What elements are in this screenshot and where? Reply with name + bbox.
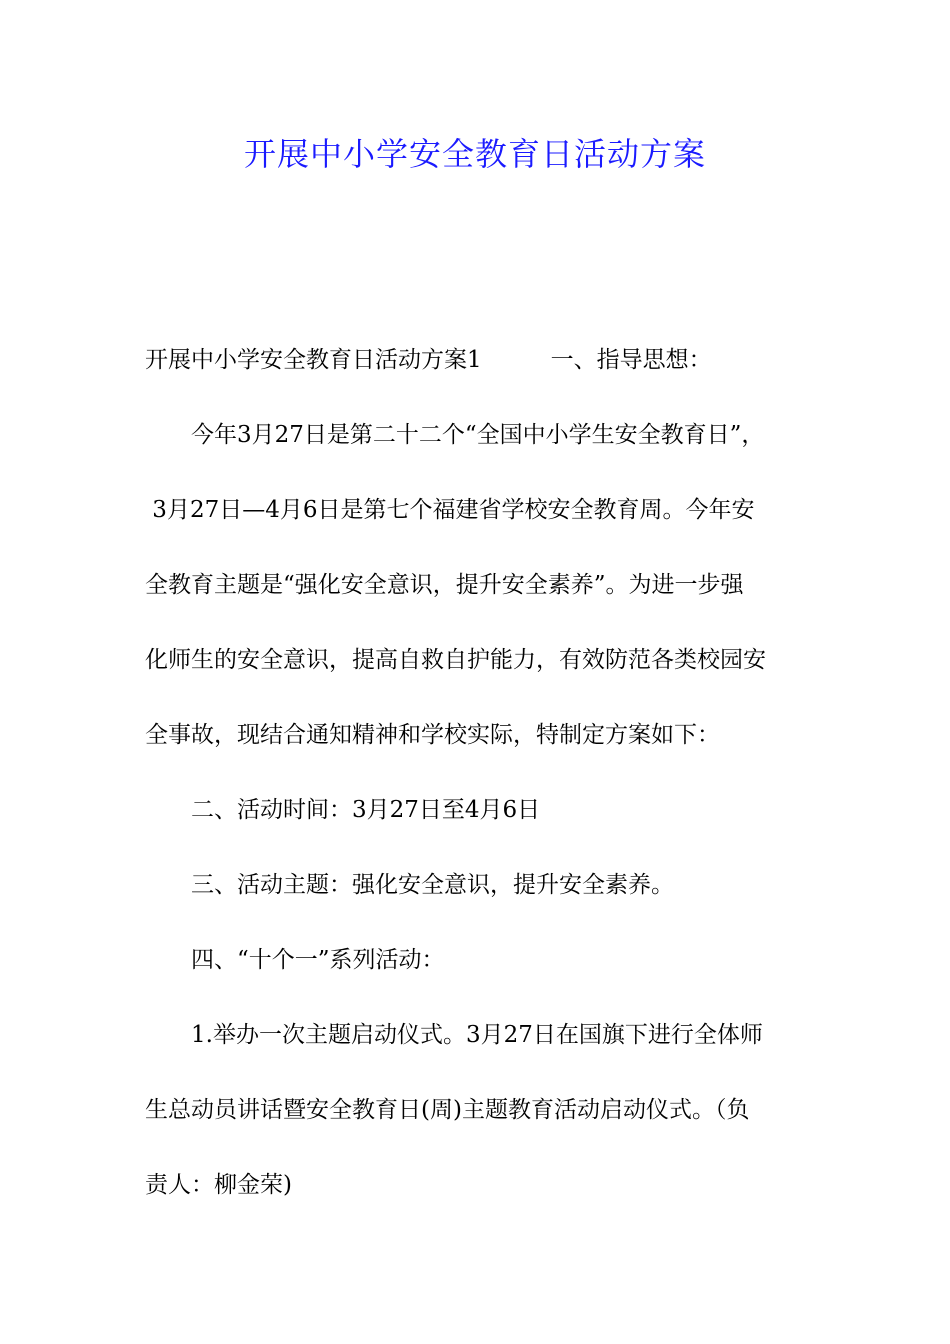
document-body <box>145 332 825 1232</box>
body-line: 开展中小学安全教育日活动方案1 一、指导思想： <box>145 347 712 373</box>
body-line: 生总动员讲话暨安全教育日(周)主题教育活动启动仪式。（负 <box>145 1097 750 1123</box>
body-line: 化师生的安全意识，提高自救自护能力，有效防范各类校园安 <box>145 647 766 673</box>
body-line: 全教育主题是“强化安全意识，提升安全素养”。为进一步强 <box>145 572 744 598</box>
body-line: 责人：柳金荣) <box>145 1172 292 1198</box>
document-title: 开展中小学安全教育日活动方案 <box>243 135 706 173</box>
body-line: 四、“十个一”系列活动： <box>191 947 445 973</box>
body-line: 全事故，现结合通知精神和学校实际，特制定方案如下： <box>145 722 720 748</box>
body-line: 1.举办一次主题启动仪式。3月27日在国旗下进行全体师 <box>191 1022 763 1048</box>
body-line: 3月27日—4月6日是第七个福建省学校安全教育周。今年安 <box>145 497 755 523</box>
body-line: 今年3月27日是第二十二个“全国中小学生安全教育日”， <box>191 422 765 448</box>
body-line: 三、活动主题：强化安全意识，提升安全素养。 <box>191 872 674 898</box>
body-line: 二、活动时间：3月27日至4月6日 <box>191 797 541 823</box>
